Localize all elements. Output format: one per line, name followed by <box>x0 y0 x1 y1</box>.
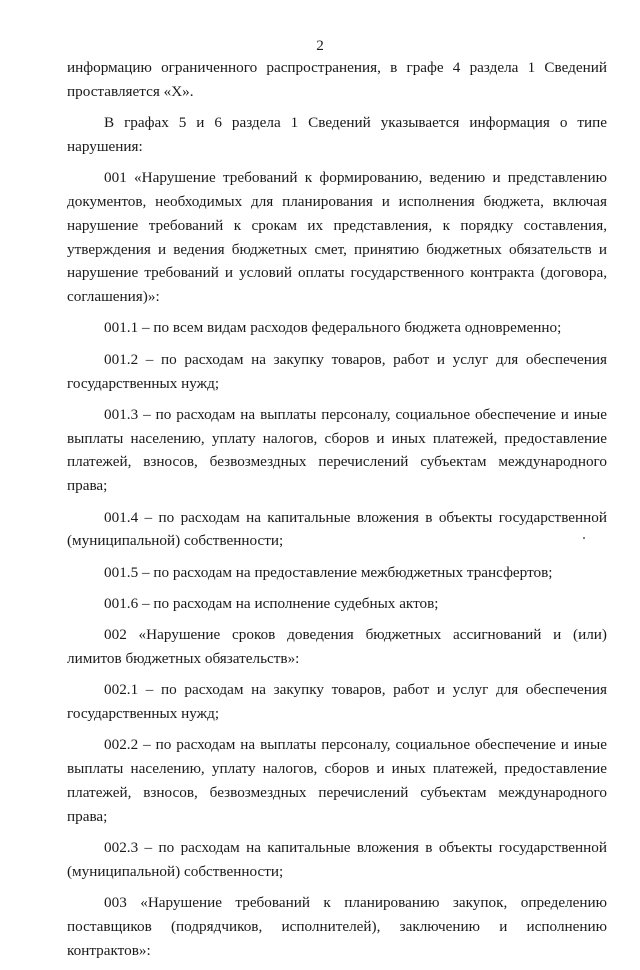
paragraph-code-002-3: 002.3 – по расходам на капитальные вложения в объекты государственной (муниципальной) собственности; <box>67 839 607 880</box>
document-body <box>67 56 607 970</box>
paragraph-code-001-2: 001.2 – по расходам на закупку товаров, работ и услуг для обеспечения государственных нужд; <box>67 350 607 392</box>
paragraph-code-002-2: 002.2 – по расходам на выплаты персоналу, социальное обеспечение и иные выплаты населению, уплату налогов, сборов и иных платежей, предоставление платежей, взносов, безвозмездных перечислений субъектам международного права; <box>67 736 607 825</box>
paragraph-code-001-4: 001.4 – по расходам на капитальные вложения в объекты государственной (муниципальной) собственности; <box>67 508 607 550</box>
page-number: 2 <box>316 37 324 54</box>
paragraph-continuation: информацию ограниченного распространения, в графе 4 раздела 1 Сведений проставляется «X». <box>67 59 607 100</box>
paragraph-code-001-6: 001.6 – по расходам на исполнение судебных актов; <box>104 594 439 612</box>
paragraph-code-001-1: 001.1 – по всем видам расходов федерального бюджета одновременно; <box>104 319 562 337</box>
paragraph-code-003: 003 «Нарушение требований к планированию закупок, определению поставщиков (подрядчиков, исполнителей), заключению и исполнению контрактов»: <box>67 894 607 959</box>
paragraph-intro-violation-types: В графах 5 и 6 раздела 1 Сведений указывается информация о типе нарушения: <box>67 114 607 155</box>
paragraph-code-001-3: 001.3 – по расходам на выплаты персоналу, социальное обеспечение и иные выплаты населению, уплату налогов, сборов и иных платежей, предоставление платежей, взносов, безвозмездных перечислений субъектам международного права; <box>67 405 607 495</box>
paragraph-code-001: 001 «Нарушение требований к формированию, ведению и представлению документов, необходимых для планирования и исполнения бюджета, включая нарушение требований к срокам их представления, к порядку составления, утверждения и ведения бюджетных смет, принятию бюджетных обязательств и нарушение требований и условий оплаты государственного контракта (договора, соглашения)»: <box>67 169 607 306</box>
paragraph-code-002-1: 002.1 – по расходам на закупку товаров, работ и услуг для обеспечения государственных нужд; <box>67 681 607 723</box>
paragraph-code-001-5: 001.5 – по расходам на предоставление межбюджетных трансфертов; <box>104 563 553 581</box>
paragraph-code-002: 002 «Нарушение сроков доведения бюджетных ассигнований и (или) лимитов бюджетных обязательств»: <box>67 626 607 668</box>
scan-speck <box>583 537 585 539</box>
